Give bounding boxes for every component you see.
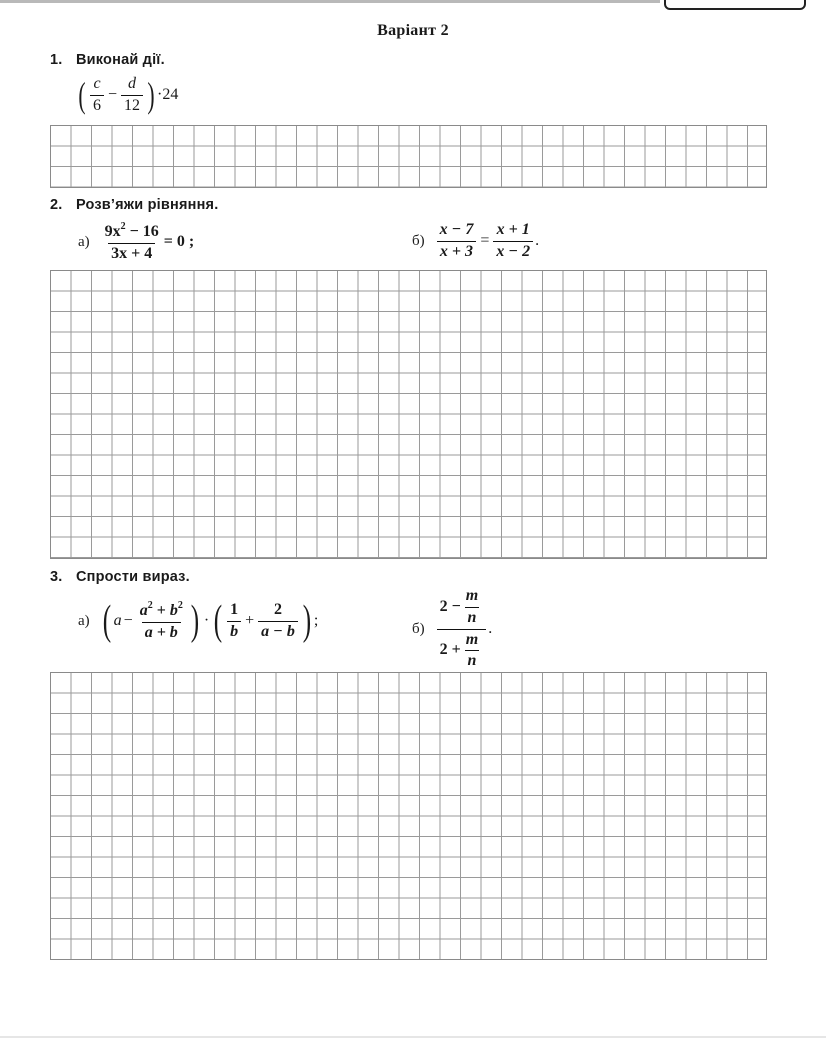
equation-2b: [412, 222, 539, 261]
answer-grid-3[interactable]: [50, 672, 767, 960]
minus-sign: −: [108, 86, 118, 104]
minus-sign: −: [123, 612, 133, 629]
bottom-border-line: [0, 1036, 826, 1038]
complex-fraction: [437, 588, 487, 670]
numerator: m: [465, 630, 479, 648]
exponent: 2: [120, 221, 126, 232]
numerator: d: [128, 75, 137, 92]
fraction-1-b: [227, 602, 241, 641]
equation-2a: [78, 222, 194, 263]
denominator: b: [227, 621, 241, 641]
semicolon: ;: [313, 612, 319, 629]
task-2-heading: [50, 197, 218, 213]
right-paren: ): [147, 75, 155, 116]
fraction-m-n: [463, 588, 481, 627]
task-1-text: Виконай дії.: [76, 52, 165, 68]
term: 2 +: [439, 641, 461, 659]
item-label-b: б): [412, 232, 425, 249]
right-paren: ): [302, 598, 312, 644]
task-2-text: Розв’яжи рівняння.: [76, 197, 219, 213]
period: .: [488, 620, 493, 638]
plus-sign: +: [245, 612, 255, 629]
numerator: 1: [230, 600, 239, 618]
denominator: 3x + 4: [108, 243, 155, 263]
fraction-2a: [102, 222, 162, 263]
task-3-number: 3.: [50, 569, 63, 585]
equals-sign: =: [480, 232, 490, 250]
numerator: x + 1: [496, 221, 530, 238]
left-paren: (: [78, 75, 86, 116]
numerator: [102, 222, 162, 243]
numerator: [137, 601, 186, 622]
denominator: 12: [121, 95, 143, 115]
item-label-b: б): [412, 620, 425, 637]
task-3-text: Спрости вираз.: [76, 569, 190, 585]
denominator: n: [465, 650, 480, 670]
term: 2 −: [439, 597, 461, 615]
denominator: x + 3: [437, 241, 476, 261]
denominator: x − 2: [493, 241, 533, 261]
answer-grid-2[interactable]: [50, 270, 767, 559]
fraction-m-n: [463, 632, 481, 671]
answer-grid-1[interactable]: [50, 125, 767, 188]
plus: +: [152, 601, 170, 619]
fraction-right: [493, 222, 533, 261]
fraction-2-ab: [258, 602, 298, 641]
multiplier: ·24: [157, 86, 179, 104]
task-1-expression: [76, 76, 178, 115]
task-1-heading: [50, 52, 165, 68]
term: a: [139, 601, 148, 619]
denominator: n: [465, 607, 480, 627]
left-paren: (: [213, 598, 223, 644]
task-1-number: 1.: [50, 52, 63, 68]
item-label-a: а): [78, 233, 90, 250]
exponent: 2: [147, 599, 153, 611]
numerator: [437, 588, 487, 629]
numerator: 2: [274, 600, 283, 618]
fraction-d-12: [121, 76, 143, 115]
denominator: a − b: [258, 621, 298, 641]
fraction-a2b2: [137, 601, 186, 642]
term: − 16: [125, 223, 159, 240]
exponent: 2: [177, 599, 183, 611]
variable-a: a: [113, 612, 122, 629]
expression-3a: [78, 600, 318, 642]
expression-3b: [412, 588, 492, 670]
item-label-a: а): [78, 612, 90, 629]
fraction-left: [437, 222, 477, 261]
fraction-c-6: [90, 76, 104, 115]
denominator: a + b: [142, 622, 181, 642]
rhs: = 0 ;: [163, 233, 195, 251]
numerator: m: [465, 587, 479, 604]
task-3-heading: [50, 569, 190, 585]
multiply-dot: ·: [203, 612, 210, 629]
term: b: [169, 601, 178, 619]
period: .: [535, 232, 540, 250]
term: 9x: [104, 223, 121, 240]
left-paren: (: [102, 598, 111, 644]
numerator: c: [93, 75, 101, 92]
task-2-number: 2.: [50, 197, 63, 213]
denominator: 6: [90, 95, 104, 115]
page-title: Варіант 2: [377, 22, 449, 39]
numerator: x − 7: [439, 221, 474, 238]
right-paren: ): [190, 598, 200, 644]
top-right-box: [664, 0, 806, 10]
denominator: [437, 629, 487, 671]
top-border-line: [0, 0, 660, 3]
